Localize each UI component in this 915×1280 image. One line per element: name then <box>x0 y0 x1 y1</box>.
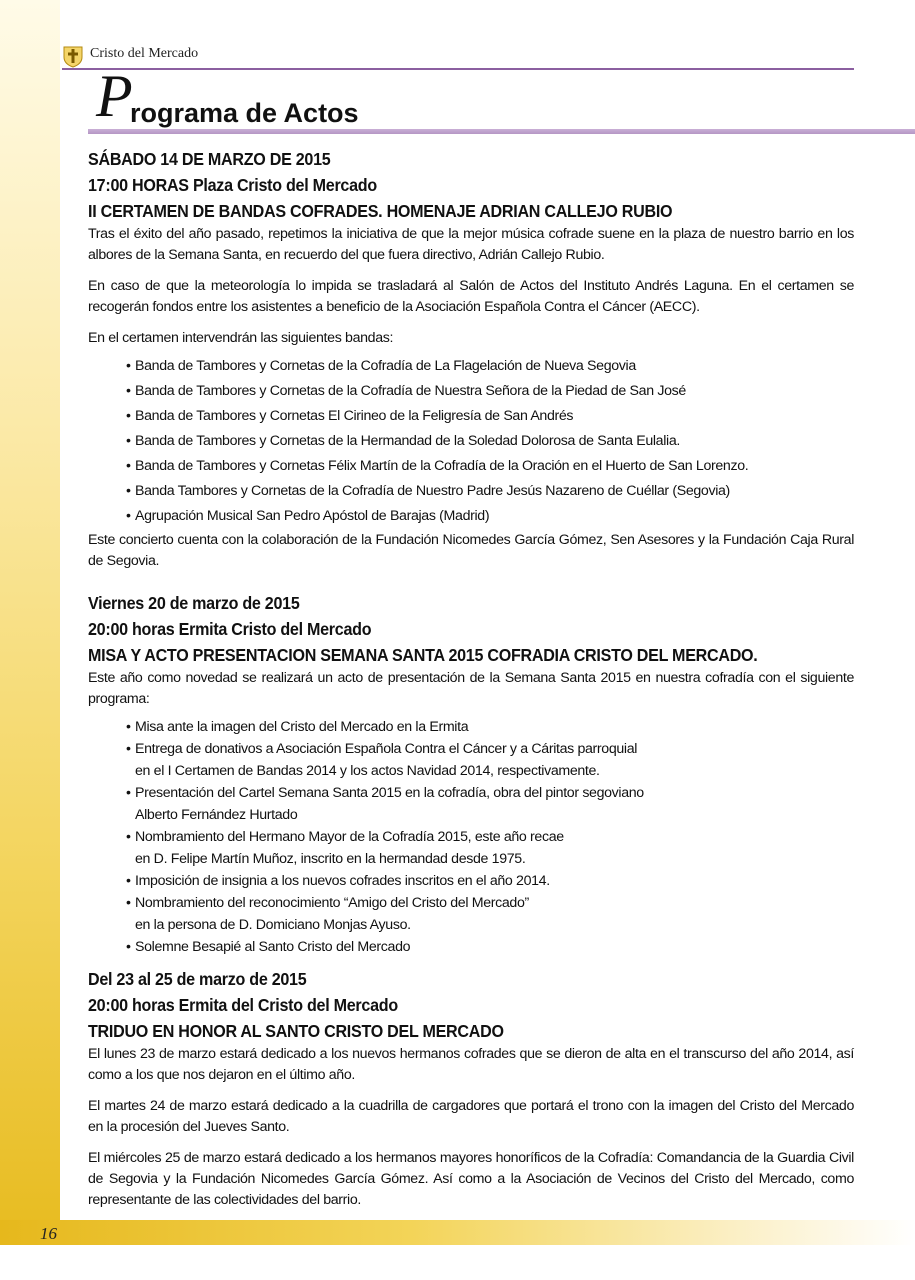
left-gold-band <box>0 0 60 1245</box>
section3-paragraph-3: El miércoles 25 de marzo estará dedicado a los hermanos mayores honoríficos de la Cofradía: Comandancia de la Guardia Civil de Segovia y la Fundación Nicomedes García Gómez. Así como a la Asociación de Vecinos del Cristo del Mercado, como representante de las colectividades del barrio. <box>88 1150 854 1208</box>
section2-time-place: 20:00 horas Ermita Cristo del Mercado <box>88 619 372 639</box>
section3-time-place: 20:00 horas Ermita del Cristo del Mercado <box>88 995 398 1015</box>
list-item: • Solemne Besapié al Santo Cristo del Mercado <box>126 939 411 955</box>
header-rule <box>62 68 854 70</box>
section2-date: Viernes 20 de marzo de 2015 <box>88 593 300 613</box>
section2-paragraph-1: Este año como novedad se realizará un acto de presentación de la Semana Santa 2015 en nuestra cofradía con el siguiente programa: <box>88 670 854 707</box>
list-item: • Banda de Tambores y Cornetas de la Cofradía de La Flagelación de Nueva Segovia <box>126 358 636 374</box>
section3-event: TRIDUO EN HONOR AL SANTO CRISTO DEL MERCADO <box>88 1021 504 1041</box>
list-item: • Entrega de donativos a Asociación Española Contra el Cáncer y a Cáritas parroquial en el I Certamen de Bandas 2014 y los actos Navidad 2014, respectivamente. <box>126 741 638 779</box>
list-item: • Presentación del Cartel Semana Santa 2015 en la cofradía, obra del pintor segoviano Alberto Fernández Hurtado <box>126 785 644 823</box>
footer-gold-band <box>0 1220 915 1245</box>
section3-date: Del 23 al 25 de marzo de 2015 <box>88 969 307 989</box>
section3-paragraph-1: El lunes 23 de marzo estará dedicado a los nuevos hermanos cofrades que se dieron de alta en el transcurso del año 2014, así como a los que nos dejaron en el último año. <box>88 1046 854 1083</box>
list-item: • Misa ante la imagen del Cristo del Mercado en la Ermita <box>126 719 469 735</box>
list-item: • Banda de Tambores y Cornetas de la Cofradía de Nuestra Señora de la Piedad de San José <box>126 383 686 399</box>
section1-paragraph-1: Tras el éxito del año pasado, repetimos la iniciativa de que la mejor música cofrade suene en la plaza de nuestro barrio en los albores de la Semana Santa, en recuerdo del que fuera directivo, Adrián Callejo Rubio. <box>88 226 854 263</box>
program-content <box>88 146 854 1221</box>
section1-paragraph-4: Este concierto cuenta con la colaboración de la Fundación Nicomedes García Gómez, Sen Asesores y la Fundación Caja Rural de Segovia. <box>88 532 854 569</box>
list-item: • Imposición de insignia a los nuevos cofrades inscritos en el año 2014. <box>126 873 550 889</box>
title-initial: P <box>96 63 133 129</box>
list-item: • Banda de Tambores y Cornetas Félix Martín de la Cofradía de la Oración en el Huerto de San Lorenzo. <box>126 458 749 474</box>
list-item: • Nombramiento del Hermano Mayor de la Cofradía 2015, este año recae en D. Felipe Martín Muñoz, inscrito en la hermandad desde 1975. <box>126 829 564 867</box>
list-item: • Banda Tambores y Cornetas de la Cofradía de Nuestro Padre Jesús Nazareno de Cuéllar (Segovia) <box>126 483 730 499</box>
running-header: Cristo del Mercado <box>90 46 199 61</box>
bands-list <box>88 355 854 527</box>
section3-paragraph-2: El martes 24 de marzo estará dedicado a la cuadrilla de cargadores que portará el trono con la imagen del Cristo del Mercado en la procesión del Jueves Santo. <box>88 1098 854 1135</box>
program-list <box>88 716 854 958</box>
section1-paragraph-2: En caso de que la meteorología lo impida se trasladará al Salón de Actos del Instituto Andrés Laguna. En el certamen se recogerán fondos entre los asistentes a beneficio de la Asociación Española Contra el Cáncer (AECC). <box>88 278 854 315</box>
list-item: • Banda de Tambores y Cornetas de la Hermandad de la Soledad Dolorosa de Santa Eulalia. <box>126 433 680 449</box>
section2-event: MISA Y ACTO PRESENTACION SEMANA SANTA 2015 COFRADIA CRISTO DEL MERCADO. <box>88 645 758 665</box>
title-text: rograma de Actos <box>130 98 359 128</box>
list-item: • Nombramiento del reconocimiento “Amigo del Cristo del Mercado” en la persona de D. Domiciano Monjas Ayuso. <box>126 895 529 933</box>
section1-paragraph-3: En el certamen intervendrán las siguientes bandas: <box>88 330 394 346</box>
section1-time-place: 17:00 HORAS Plaza Cristo del Mercado <box>88 175 377 195</box>
list-item: • Banda de Tambores y Cornetas El Cirineo de la Feligresía de San Andrés <box>126 408 574 424</box>
section1-date: SÁBADO 14 DE MARZO DE 2015 <box>88 149 331 169</box>
cross-emblem-icon <box>62 44 84 68</box>
section1-event: II CERTAMEN DE BANDAS COFRADES. HOMENAJE ADRIAN CALLEJO RUBIO <box>88 201 673 221</box>
title-rule <box>88 129 915 134</box>
page-number: 16 <box>40 1224 57 1243</box>
list-item: • Agrupación Musical San Pedro Apóstol de Barajas (Madrid) <box>126 508 490 524</box>
